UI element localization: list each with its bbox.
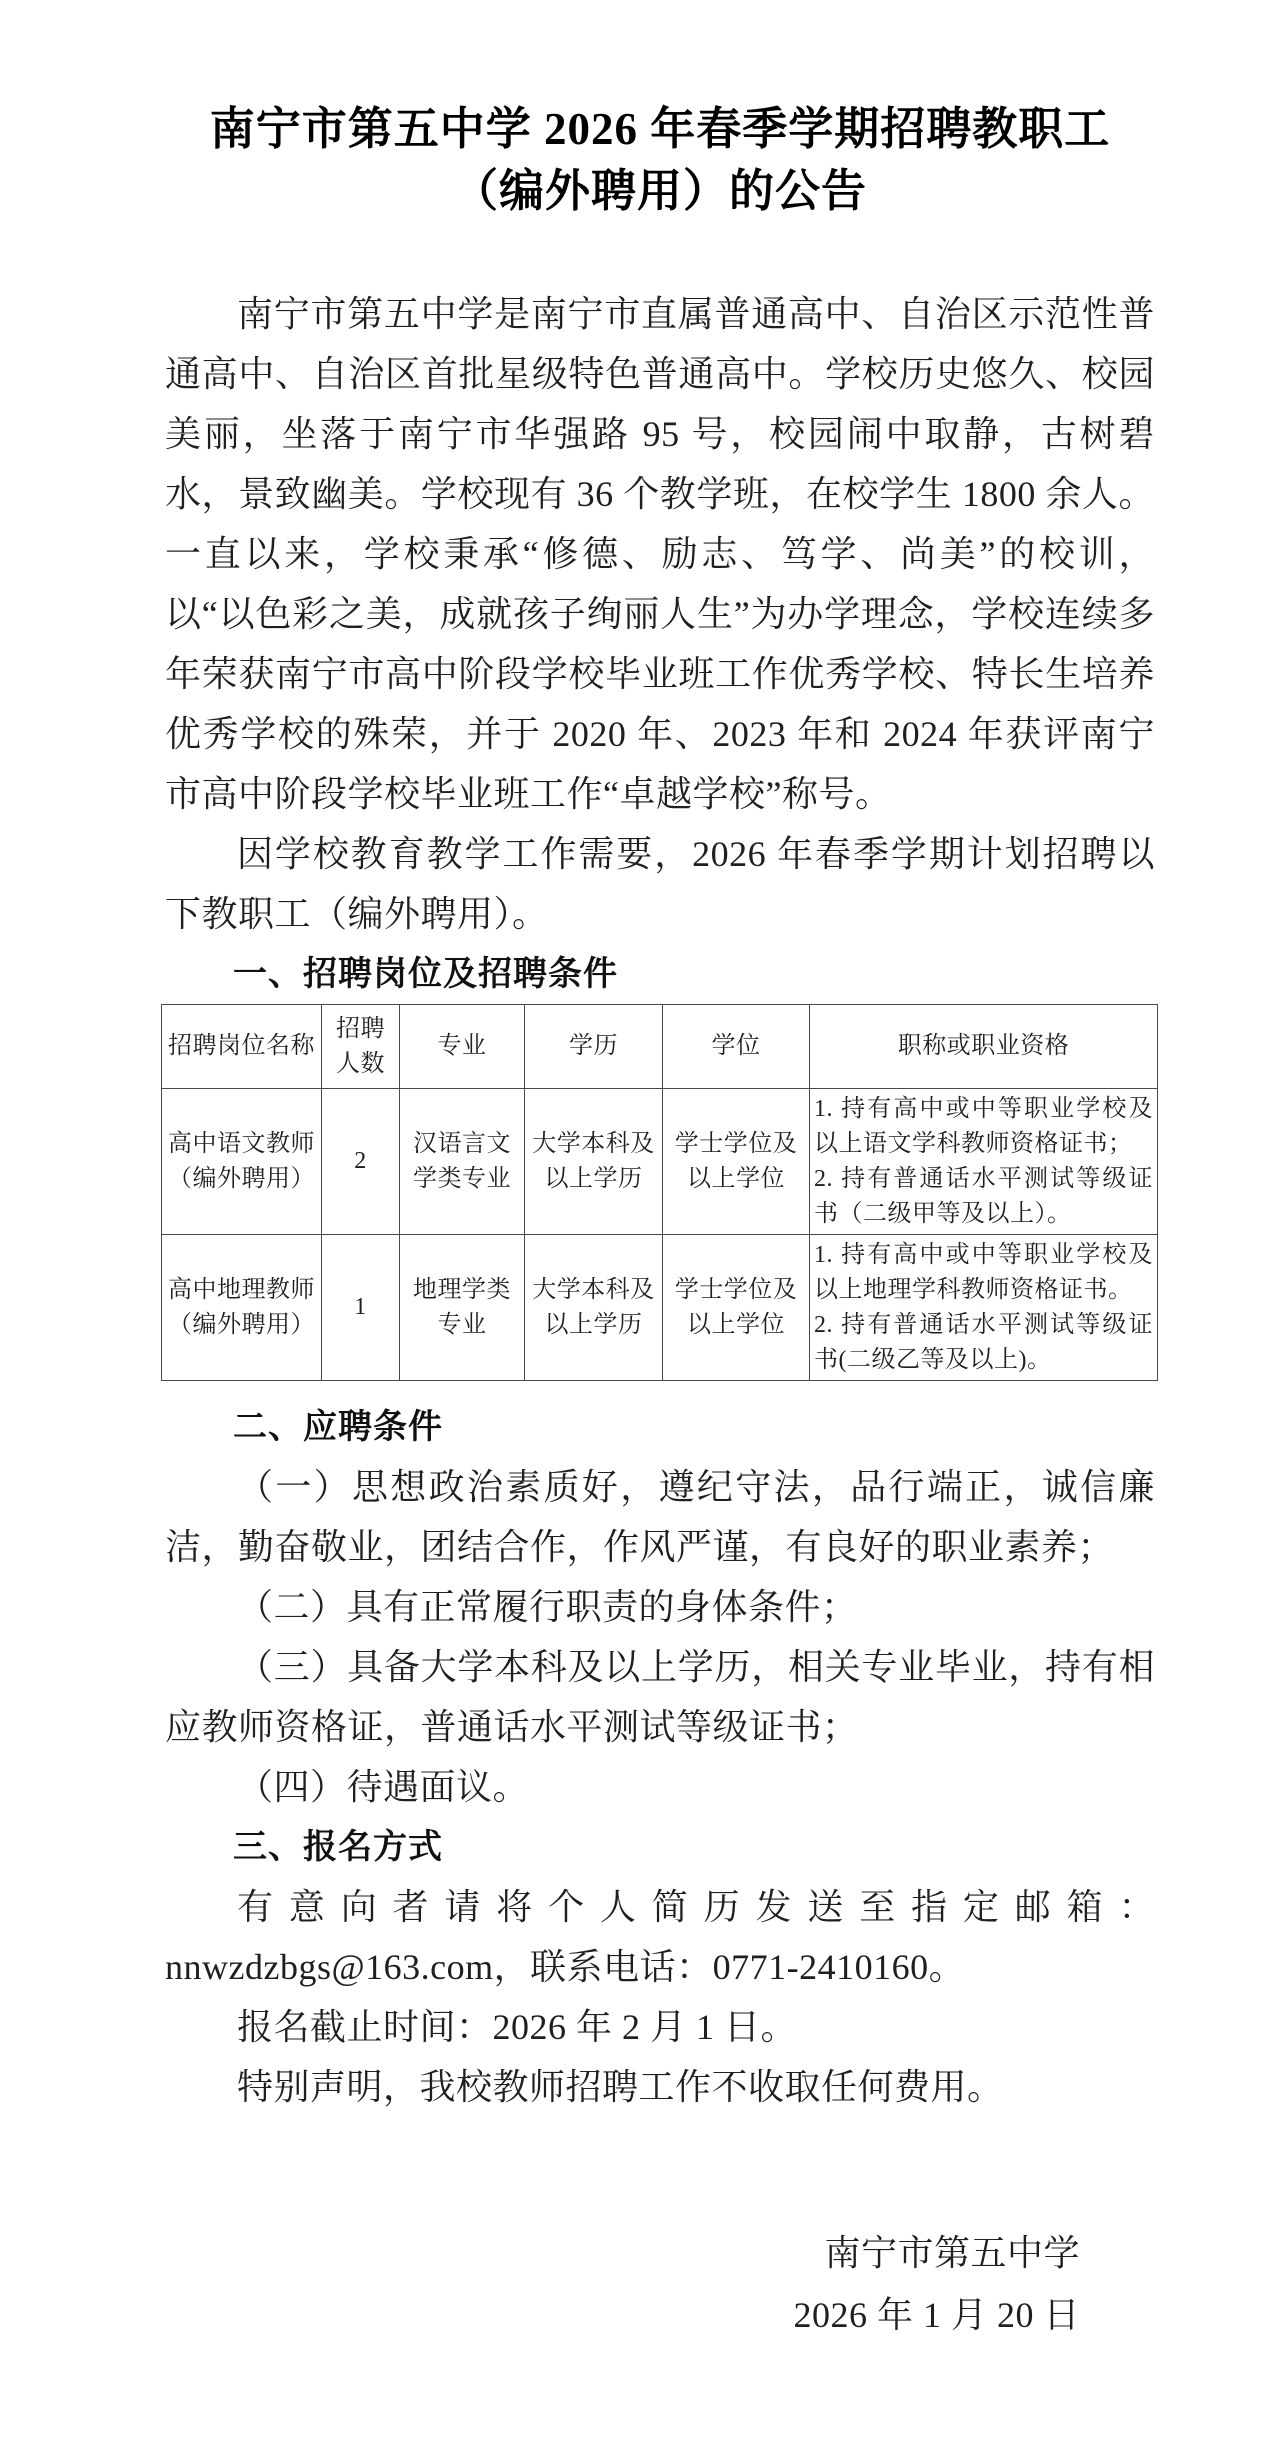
title-line-2: （编外聘用）的公告	[452, 166, 867, 216]
signature-date: 2026 年 1 月 20 日	[793, 2295, 1080, 2335]
intro-paragraph-2: 因学校教育教学工作需要，2026 年春季学期计划招聘以下教职工（编外聘用）。	[165, 834, 1155, 934]
degree-cell: 学士学位及以上学位	[663, 1089, 810, 1235]
headcount-cell: 2	[322, 1089, 400, 1235]
header-count: 招聘人数	[322, 1005, 400, 1089]
header-position: 招聘岗位名称	[162, 1005, 322, 1089]
header-qualification: 职称或职业资格	[810, 1005, 1158, 1089]
qualification-item-1: 1. 持有高中或中等职业学校及以上语文学科教师资格证书；	[814, 1095, 1153, 1157]
table-header-row	[162, 1005, 1158, 1089]
requirement-item-1: （一）思想政治素质好，遵纪守法，品行端正，诚信廉洁，勤奋敬业，团结合作，作风严谨，有良好的职业素养；	[165, 1467, 1155, 1567]
position-cell: 高中地理教师（编外聘用）	[162, 1235, 322, 1381]
header-degree: 学位	[663, 1005, 810, 1089]
signature-block	[165, 2222, 1155, 2346]
application-paragraph-notice: 特别声明，我校教师招聘工作不收取任何费用。	[237, 2067, 1004, 2107]
requirement-item-4: （四）待遇面议。	[237, 1767, 530, 1807]
title-line-1: 南宁市第五中学 2026 年春季学期招聘教职工	[209, 104, 1111, 154]
qualification-item-2: 2. 持有普通话水平测试等级证书（二级甲等及以上）。	[814, 1165, 1153, 1227]
signature-org: 南宁市第五中学	[824, 2233, 1080, 2273]
header-major: 专业	[400, 1005, 525, 1089]
section-heading-application: 三、报名方式	[233, 1828, 443, 1866]
requirement-item-2: （二）具有正常履行职责的身体条件；	[237, 1587, 858, 1627]
education-cell: 大学本科及以上学历	[525, 1089, 663, 1235]
qualification-item-1: 1. 持有高中或中等职业学校及以上地理学科教师资格证书。	[814, 1241, 1153, 1303]
application-paragraph-deadline: 报名截止时间：2026 年 2 月 1 日。	[237, 2007, 798, 2047]
recruitment-table	[161, 1004, 1158, 1381]
document-title	[165, 98, 1155, 222]
qualification-cell	[810, 1089, 1158, 1235]
headcount-cell: 1	[322, 1235, 400, 1381]
education-cell: 大学本科及以上学历	[525, 1235, 663, 1381]
header-education: 学历	[525, 1005, 663, 1089]
degree-cell: 学士学位及以上学位	[663, 1235, 810, 1381]
table-row-geography-teacher	[162, 1235, 1158, 1381]
section-heading-positions: 一、招聘岗位及招聘条件	[233, 955, 618, 993]
intro-paragraph-1: 南宁市第五中学是南宁市直属普通高中、自治区示范性普通高中、自治区首批星级特色普通高中。学校历史悠久、校园美丽，坐落于南宁市华强路 95 号，校园闹中取静，古树碧水，景致幽美。学校现有 36 个教学班，在校学生 1800 余人。一直以来，学校秉承“修德、励志、笃学、尚美”的校训，以“以色彩之美，成就孩子绚丽人生”为办学理念，学校连续多年荣获南宁市高中阶段学校毕业班工作优秀学校、特长生培养优秀学校的殊荣，并于 2020 年、2023 年和 2024 年获评南宁市高中阶段学校毕业班工作“卓越学校”称号。	[165, 294, 1155, 814]
position-cell: 高中语文教师（编外聘用）	[162, 1089, 322, 1235]
requirement-item-3: （三）具备大学本科及以上学历，相关专业毕业，持有相应教师资格证，普通话水平测试等级证书；	[165, 1647, 1155, 1747]
application-paragraph-contact: 有意向者请将个人简历发送至指定邮箱：nnwzdzbgs@163.com，联系电话：0771-2410160。	[165, 1887, 1155, 1987]
section-heading-requirements: 二、应聘条件	[233, 1408, 443, 1446]
table-row-chinese-teacher	[162, 1089, 1158, 1235]
qualification-item-2: 2. 持有普通话水平测试等级证书(二级乙等及以上)。	[814, 1311, 1153, 1373]
major-cell: 汉语言文学类专业	[400, 1089, 525, 1235]
major-cell: 地理学类专业	[400, 1235, 525, 1381]
qualification-cell	[810, 1235, 1158, 1381]
